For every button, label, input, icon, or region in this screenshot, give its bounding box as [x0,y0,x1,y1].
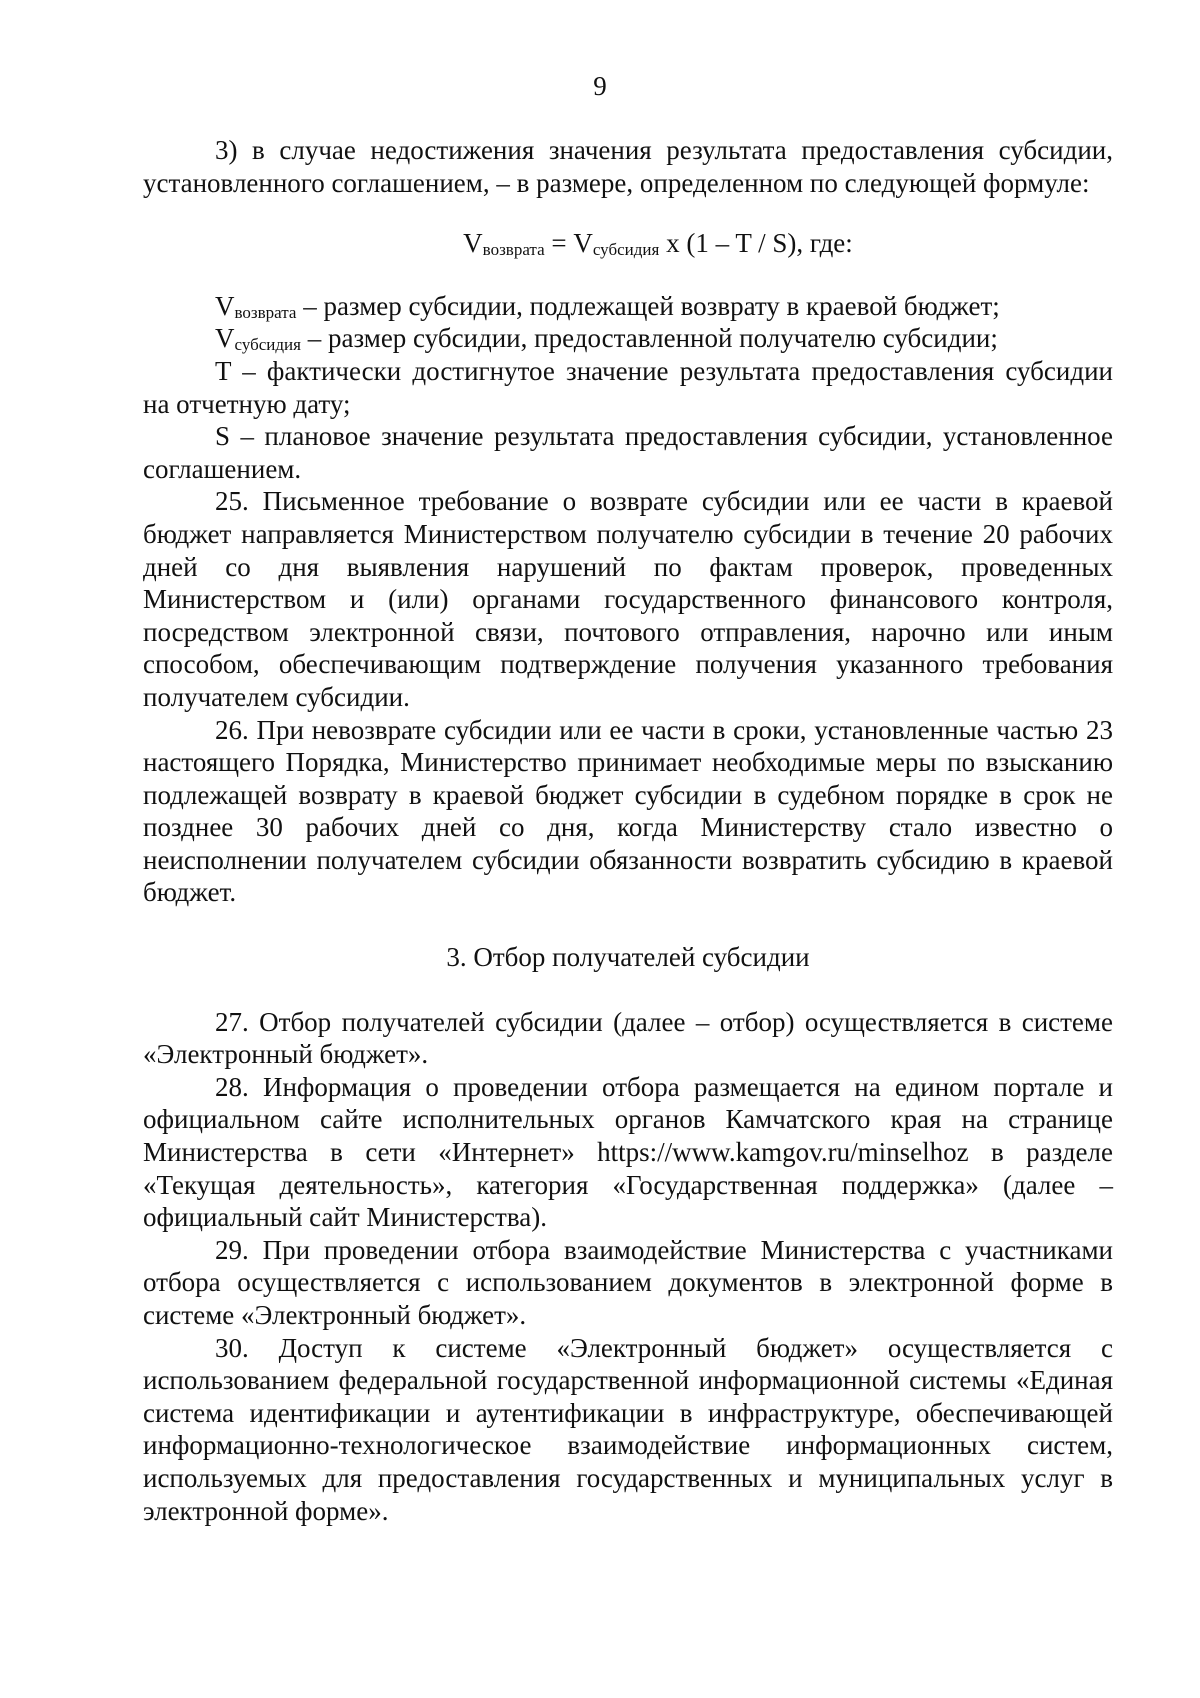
paragraph-27: 27. Отбор получателей субсидии (далее – отбор) осуществляется в системе «Электронный бюджет». [143,1006,1113,1070]
para-28-text-a: 28. Информация о проведении отбора размещается на едином портале и официальном сайте исполнительных органов Камчатского края на странице Министерства в сети «Интернет» [143,1071,1113,1168]
formula-v-return: V [463,228,483,259]
def-symbol: V [215,290,235,321]
definition-t: T – фактически достигнутое значение результата предоставления субсидии на отчетную дату; [143,355,1113,419]
definition-v-return [143,290,1113,323]
section-heading: 3. Отбор получателей субсидии [446,942,810,973]
paragraph-26: 26. При невозврате субсидии или ее части в сроки, установленные частью 23 настоящего Порядка, Министерство принимает необходимые меры по взысканию подлежащей возврату в краевой бюджет субсидии в судебном порядке в срок не позднее 30 рабочих дней со дня, когда Министерству стало известно о неисполнении получателем субсидии обязанности возвратить субсидию в краевой бюджет. [143,714,1113,908]
definition-v-subsidy [143,322,1113,355]
def-subscript: возврата [234,302,297,322]
formula-eq: = V [544,228,593,259]
paragraph-29: 29. При проведении отбора взаимодействие Министерства с участниками отбора осуществляется с использованием документов в электронной форме в системе «Электронный бюджет». [143,1234,1113,1330]
page-number: 9 [593,71,607,101]
def-text: – размер субсидии, подлежащей возврату в краевой бюджет; [296,290,1000,321]
paragraph-3: 3) в случае недостижения значения результата предоставления субсидии, установленного соглашением, – в размере, определенном по следующей формуле: [143,135,1113,198]
ministry-url-link[interactable]: https://www.kamgov.ru/minselhoz [597,1137,969,1168]
paragraph-25: 25. Письменное требование о возврате субсидии или ее части в краевой бюджет направляется Министерством получателю субсидии в течение 20 рабочих дней со дня выявления нарушений по фактам проверок, проведенных Министерством и (или) органами государственного финансового контроля, посредством электронной связи, почтового отправления, нарочно или иным способом, обеспечивающим подтверждение получения указанного требования получателем субсидии. [143,486,1113,712]
formula-sub-return: возврата [482,240,545,260]
def-subscript: субсидия [234,335,301,355]
document-body [143,134,1113,1527]
definition-s: S – плановое значение результата предоставления субсидии, установленное соглашением. [143,421,1113,484]
formula-sub-subsidy: субсидия [592,240,660,260]
paragraph-30: 30. Доступ к системе «Электронный бюджет» осуществляется с использованием федеральной государственной информационной системы «Единая система идентификации и аутентификации в инфраструктуре, обеспечивающей информационно-технологическое взаимодействие информационных систем, используемых для предоставления государственных и муниципальных услуг в электронной форме». [143,1332,1113,1526]
paragraph-28 [143,1071,1113,1234]
para-28-text-b: в разделе «Текущая деятельность», категория «Государственная поддержка» (далее – официальный сайт Министерства). [143,1137,1113,1233]
refund-formula [143,227,1113,260]
formula-rest: x (1 – T / S), где: [659,228,853,259]
def-symbol: V [215,323,235,354]
def-text: – размер субсидии, предоставленной получателю субсидии; [300,323,998,354]
